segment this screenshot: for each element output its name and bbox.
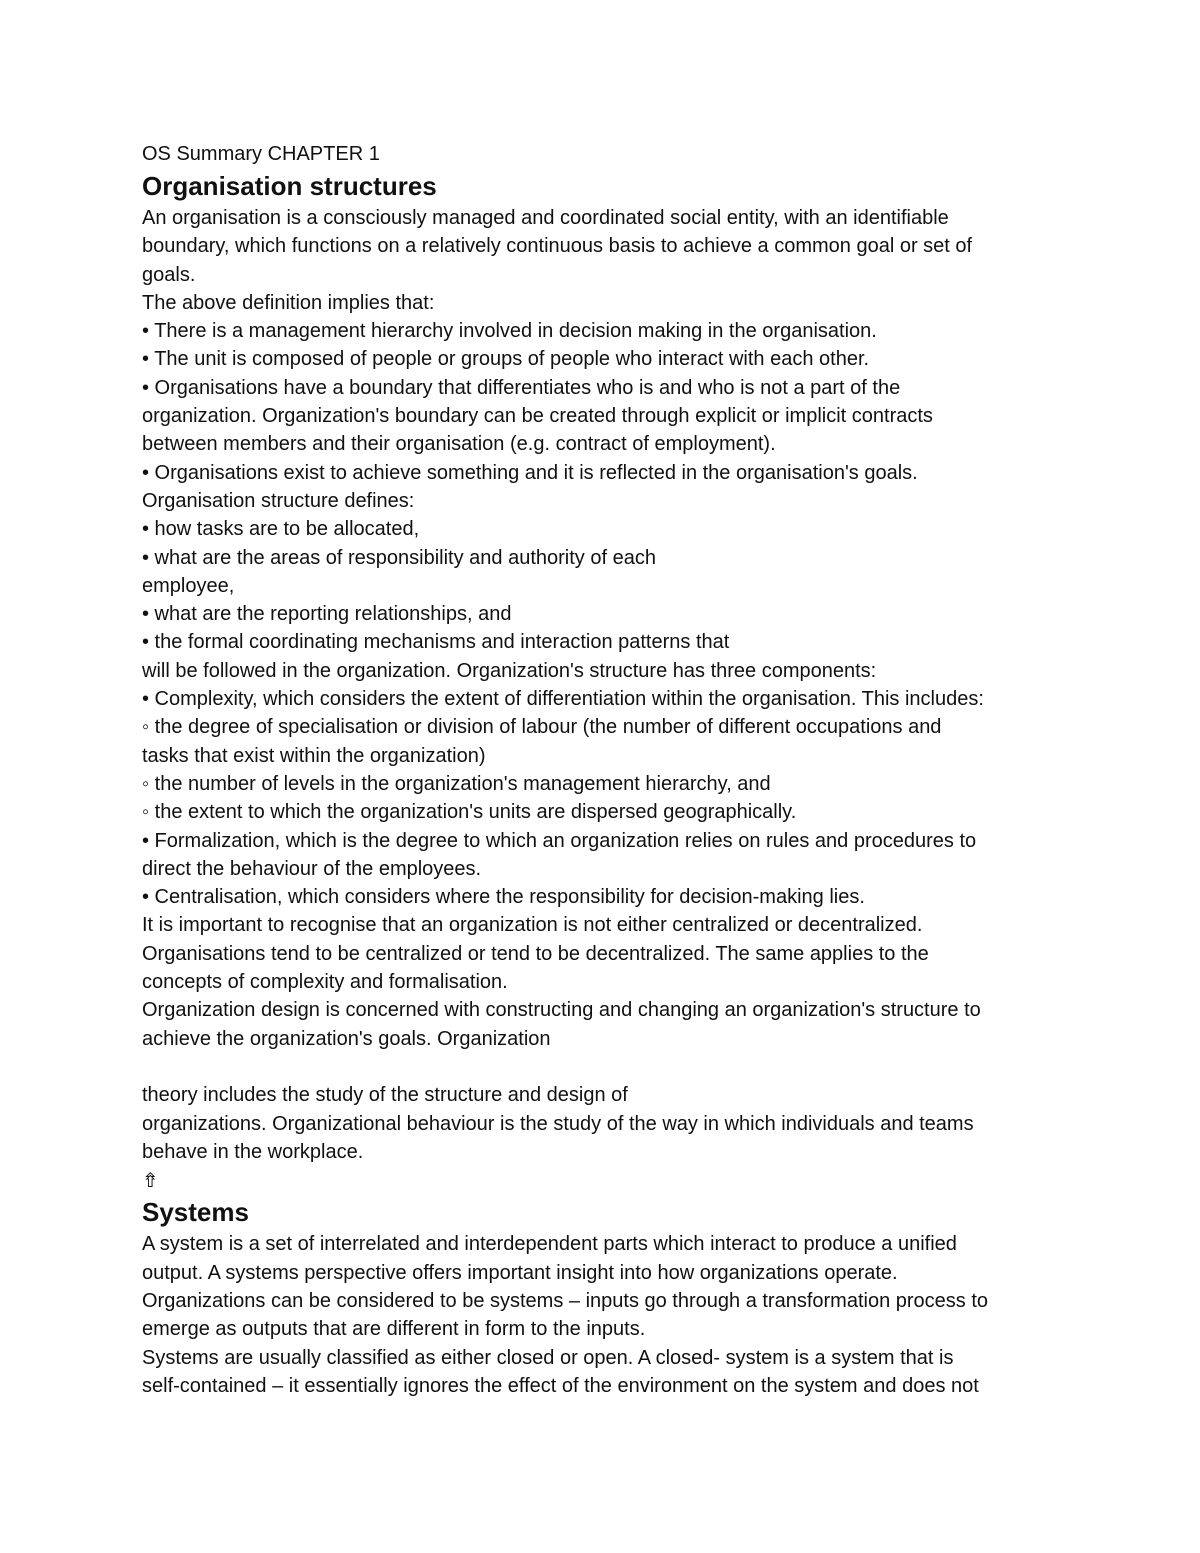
- text-line: between members and their organisation (e.g. contract of employment).: [142, 433, 776, 456]
- section-body-organisation-structures: [142, 204, 1072, 1053]
- document-page: [142, 140, 1072, 1400]
- document-title: OS Summary CHAPTER 1: [142, 143, 380, 165]
- text-line: theory includes the study of the structure and design of: [142, 1084, 628, 1107]
- text-line: ◦ the degree of specialisation or division of labour (the number of different occupations and: [142, 716, 942, 739]
- section-body-systems: [142, 1230, 1072, 1400]
- text-line: concepts of complexity and formalisation.: [142, 971, 508, 994]
- text-line: • what are the reporting relationships, and: [142, 603, 512, 626]
- up-arrow-icon: ⇮: [142, 1168, 159, 1193]
- text-line: emerge as outputs that are different in form to the inputs.: [142, 1318, 646, 1341]
- text-line: • The unit is composed of people or groups of people who interact with each other.: [142, 348, 870, 371]
- text-line: Organisations tend to be centralized or tend to be decentralized. The same applies to the: [142, 942, 929, 965]
- text-line: An organisation is a consciously managed and coordinated social entity, with an identifiable: [142, 207, 949, 229]
- text-line: A system is a set of interrelated and interdependent parts which interact to produce a unified: [142, 1233, 957, 1256]
- text-line: output. A systems perspective offers important insight into how organizations operate.: [142, 1261, 898, 1284]
- text-line: It is important to recognise that an organization is not either centralized or decentralized.: [142, 914, 923, 937]
- text-line: achieve the organization's goals. Organization: [142, 1027, 551, 1050]
- text-line: • Organisations exist to achieve something and it is reflected in the organisation's goals.: [142, 461, 918, 484]
- text-line: Organisation structure defines:: [142, 489, 415, 512]
- text-line: Systems are usually classified as either closed or open. A closed- system is a system that is: [142, 1346, 954, 1369]
- text-line: • Formalization, which is the degree to which an organization relies on rules and procedures to: [142, 829, 977, 852]
- text-line: goals.: [142, 263, 196, 286]
- section-heading-systems: Systems: [142, 1197, 249, 1228]
- text-line: Organizations can be considered to be systems – inputs go through a transformation process to: [142, 1289, 989, 1312]
- text-line: will be followed in the organization. Organization's structure has three components:: [142, 659, 877, 682]
- text-line: • the formal coordinating mechanisms and interaction patterns that: [142, 631, 730, 654]
- text-line: • Centralisation, which considers where the responsibility for decision-making lies.: [142, 886, 865, 909]
- text-line: • There is a management hierarchy involved in decision making in the organisation.: [142, 320, 877, 343]
- text-line: direct the behaviour of the employees.: [142, 857, 482, 880]
- text-line: employee,: [142, 574, 235, 597]
- text-line: boundary, which functions on a relatively continuous basis to achieve a common goal or set of: [142, 235, 973, 258]
- text-line: • what are the areas of responsibility and authority of each: [142, 546, 656, 569]
- text-line: ◦ the number of levels in the organization's management hierarchy, and: [142, 772, 771, 795]
- text-line: • how tasks are to be allocated,: [142, 518, 420, 541]
- text-line: behave in the workplace.: [142, 1140, 364, 1163]
- blank-line: [142, 1053, 1072, 1081]
- text-line: • Organisations have a boundary that differentiates who is and who is not a part of the: [142, 376, 901, 399]
- text-line: organizations. Organizational behaviour is the study of the way in which individuals and teams: [142, 1112, 974, 1135]
- text-line: tasks that exist within the organization): [142, 744, 486, 767]
- text-line: • Complexity, which considers the extent of differentiation within the organisation. This includes:: [142, 688, 984, 711]
- text-line: self-contained – it essentially ignores the effect of the environment on the system and does not: [142, 1374, 979, 1397]
- section-body-continued: [142, 1081, 1072, 1166]
- text-line: organization. Organization's boundary can be created through explicit or implicit contracts: [142, 405, 933, 428]
- text-line: Organization design is concerned with constructing and changing an organization's structure to: [142, 999, 981, 1022]
- text-line: ◦ the extent to which the organization's units are dispersed geographically.: [142, 801, 797, 824]
- text-line: The above definition implies that:: [142, 291, 435, 314]
- section-heading-organisation-structures: Organisation structures: [142, 171, 437, 201]
